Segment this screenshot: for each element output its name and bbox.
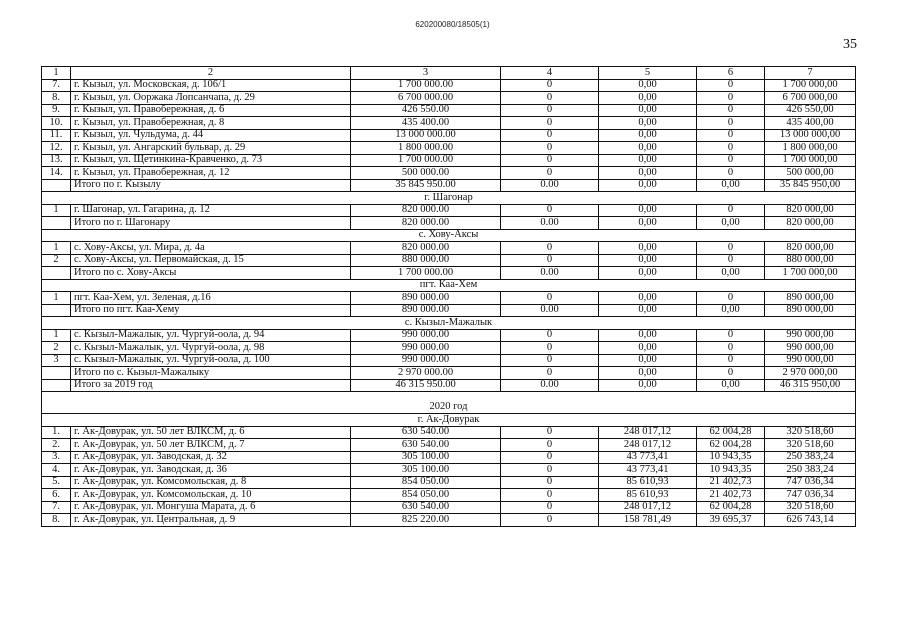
table-row [42, 179, 856, 192]
col-6-value: 0 [697, 167, 765, 180]
col-5-value: 0,00 [599, 242, 697, 255]
col-4-value: 0.00 [501, 304, 599, 317]
col-4-value: 0 [501, 342, 599, 355]
col-4-value: 0 [501, 254, 599, 267]
amount-total: 35 845 950.00 [351, 179, 501, 192]
col-6-value: 10 943,35 [697, 451, 765, 464]
table-row [42, 92, 856, 105]
header-cell: 2 [71, 67, 351, 80]
col-7-value: 626 743,14 [765, 514, 856, 527]
col-5-value: 248 017,12 [599, 501, 697, 514]
col-7-value: 890 000,00 [765, 292, 856, 305]
col-6-value: 0 [697, 79, 765, 92]
section-row [42, 317, 856, 330]
col-7-value: 46 315 950,00 [765, 379, 856, 392]
section-row [42, 229, 856, 242]
col-5-value: 0,00 [599, 292, 697, 305]
col-5-value: 0,00 [599, 167, 697, 180]
section-row [42, 414, 856, 427]
address: с. Хову-Аксы, ул. Первомайская, д. 15 [71, 254, 351, 267]
address: Итого по с. Кызыл-Мажалыку [71, 367, 351, 380]
col-6-value: 62 004,28 [697, 439, 765, 452]
col-4-value: 0 [501, 464, 599, 477]
col-4-value: 0 [501, 79, 599, 92]
address: Итого за 2019 год [71, 379, 351, 392]
col-7-value: 6 700 000,00 [765, 92, 856, 105]
section-row [42, 392, 856, 414]
row-number [42, 379, 71, 392]
row-number [42, 179, 71, 192]
table-row [42, 464, 856, 477]
address: г. Кызыл, ул. Правобережная, д. 8 [71, 117, 351, 130]
table-row [42, 104, 856, 117]
row-number: 9. [42, 104, 71, 117]
table-row [42, 367, 856, 380]
col-7-value: 13 000 000,00 [765, 129, 856, 142]
col-6-value: 0 [697, 342, 765, 355]
amount-total: 1 700 000.00 [351, 154, 501, 167]
row-number [42, 267, 71, 280]
amount-total: 820 000.00 [351, 217, 501, 230]
col-7-value: 747 036,34 [765, 489, 856, 502]
col-4-value: 0 [501, 167, 599, 180]
amount-total: 1 700 000.00 [351, 267, 501, 280]
col-7-value: 820 000,00 [765, 242, 856, 255]
col-6-value: 10 943,35 [697, 464, 765, 477]
col-7-value: 820 000,00 [765, 204, 856, 217]
table-row [42, 154, 856, 167]
section-title: г. Ак-Довурак [42, 414, 856, 427]
table-row [42, 117, 856, 130]
document-id: 620200080/18505(1) [415, 20, 490, 29]
amount-total: 854 050.00 [351, 476, 501, 489]
row-number: 3 [42, 354, 71, 367]
row-number: 13. [42, 154, 71, 167]
table-row [42, 514, 856, 527]
col-6-value: 62 004,28 [697, 501, 765, 514]
col-4-value: 0 [501, 292, 599, 305]
address: с. Хову-Аксы, ул. Мира, д. 4а [71, 242, 351, 255]
amount-total: 630 540.00 [351, 439, 501, 452]
row-number: 2. [42, 439, 71, 452]
amount-total: 13 000 000.00 [351, 129, 501, 142]
address: Итого по с. Хову-Аксы [71, 267, 351, 280]
col-4-value: 0 [501, 476, 599, 489]
address: г. Ак-Довурак, ул. Монгуша Марата, д. 6 [71, 501, 351, 514]
col-4-value: 0 [501, 242, 599, 255]
col-5-value: 0,00 [599, 154, 697, 167]
amount-total: 820 000.00 [351, 204, 501, 217]
col-7-value: 2 970 000,00 [765, 367, 856, 380]
col-7-value: 426 550,00 [765, 104, 856, 117]
amount-total: 890 000.00 [351, 304, 501, 317]
amount-total: 1 700 000.00 [351, 79, 501, 92]
col-5-value: 248 017,12 [599, 439, 697, 452]
col-6-value: 0 [697, 204, 765, 217]
page-number: 35 [843, 37, 857, 52]
col-4-value: 0 [501, 154, 599, 167]
section-row [42, 192, 856, 205]
col-6-value: 39 695,37 [697, 514, 765, 527]
col-5-value: 0,00 [599, 329, 697, 342]
row-number [42, 367, 71, 380]
col-5-value: 0,00 [599, 367, 697, 380]
table-row [42, 426, 856, 439]
table-row [42, 267, 856, 280]
col-5-value: 0,00 [599, 142, 697, 155]
table-row [42, 501, 856, 514]
col-6-value: 0 [697, 254, 765, 267]
table-row [42, 242, 856, 255]
amount-total: 990 000.00 [351, 342, 501, 355]
address: с. Кызыл-Мажалык, ул. Чургуй-оола, д. 94 [71, 329, 351, 342]
col-6-value: 0,00 [697, 217, 765, 230]
col-4-value: 0 [501, 104, 599, 117]
row-number: 2 [42, 254, 71, 267]
amount-total: 2 970 000.00 [351, 367, 501, 380]
col-5-value: 0,00 [599, 379, 697, 392]
amount-total: 990 000.00 [351, 329, 501, 342]
col-4-value: 0 [501, 451, 599, 464]
col-5-value: 0,00 [599, 204, 697, 217]
col-7-value: 1 700 000,00 [765, 267, 856, 280]
table-row [42, 292, 856, 305]
col-6-value: 0 [697, 129, 765, 142]
col-5-value: 158 781,49 [599, 514, 697, 527]
col-5-value: 85 610,93 [599, 489, 697, 502]
row-number: 3. [42, 451, 71, 464]
col-6-value: 62 004,28 [697, 426, 765, 439]
col-7-value: 320 518,60 [765, 439, 856, 452]
col-7-value: 1 700 000,00 [765, 79, 856, 92]
col-6-value: 0,00 [697, 304, 765, 317]
amount-total: 305 100.00 [351, 451, 501, 464]
col-6-value: 0,00 [697, 379, 765, 392]
table-row [42, 304, 856, 317]
address: г. Кызыл, ул. Правобережная, д. 12 [71, 167, 351, 180]
col-4-value: 0.00 [501, 379, 599, 392]
col-7-value: 1 700 000,00 [765, 154, 856, 167]
col-4-value: 0.00 [501, 179, 599, 192]
row-number: 8. [42, 514, 71, 527]
col-5-value: 0,00 [599, 117, 697, 130]
row-number: 12. [42, 142, 71, 155]
section-title: 2020 год [42, 392, 856, 414]
row-number [42, 217, 71, 230]
table-row [42, 329, 856, 342]
col-5-value: 0,00 [599, 267, 697, 280]
address: г. Кызыл, ул. Щетинкина-Кравченко, д. 73 [71, 154, 351, 167]
table-row [42, 342, 856, 355]
amount-total: 435 400.00 [351, 117, 501, 130]
amount-total: 46 315 950.00 [351, 379, 501, 392]
table-row [42, 489, 856, 502]
row-number: 2 [42, 342, 71, 355]
address: г. Ак-Довурак, ул. 50 лет ВЛКСМ, д. 6 [71, 426, 351, 439]
address: г. Кызыл, ул. Чульдума, д. 44 [71, 129, 351, 142]
col-7-value: 820 000,00 [765, 217, 856, 230]
col-5-value: 43 773,41 [599, 451, 697, 464]
col-4-value: 0 [501, 329, 599, 342]
row-number: 14. [42, 167, 71, 180]
amount-total: 630 540.00 [351, 501, 501, 514]
data-table [41, 66, 856, 527]
col-6-value: 0 [697, 154, 765, 167]
row-number: 7. [42, 501, 71, 514]
amount-total: 630 540.00 [351, 426, 501, 439]
col-4-value: 0 [501, 367, 599, 380]
col-4-value: 0 [501, 514, 599, 527]
table-row [42, 476, 856, 489]
row-number: 7. [42, 79, 71, 92]
col-5-value: 0,00 [599, 342, 697, 355]
col-5-value: 85 610,93 [599, 476, 697, 489]
col-6-value: 0 [697, 367, 765, 380]
header-row [42, 67, 856, 80]
address: пгт. Каа-Хем, ул. Зеленая, д.16 [71, 292, 351, 305]
col-6-value: 0 [697, 329, 765, 342]
section-title: пгт. Каа-Хем [42, 279, 856, 292]
header-cell: 6 [697, 67, 765, 80]
address: г. Кызыл, ул. Ооржака Лопсанчапа, д. 29 [71, 92, 351, 105]
col-7-value: 747 036,34 [765, 476, 856, 489]
amount-total: 825 220.00 [351, 514, 501, 527]
col-5-value: 0,00 [599, 354, 697, 367]
row-number: 1. [42, 426, 71, 439]
col-6-value: 21 402,73 [697, 476, 765, 489]
address: Итого по г. Шагонару [71, 217, 351, 230]
table-row [42, 439, 856, 452]
col-7-value: 990 000,00 [765, 342, 856, 355]
col-4-value: 0.00 [501, 267, 599, 280]
col-4-value: 0 [501, 142, 599, 155]
col-4-value: 0 [501, 354, 599, 367]
col-6-value: 0 [697, 354, 765, 367]
col-4-value: 0.00 [501, 217, 599, 230]
address: г. Шагонар, ул. Гагарина, д. 12 [71, 204, 351, 217]
address: с. Кызыл-Мажалык, ул. Чургуй-оола, д. 98 [71, 342, 351, 355]
amount-total: 990 000.00 [351, 354, 501, 367]
col-4-value: 0 [501, 426, 599, 439]
col-4-value: 0 [501, 489, 599, 502]
col-7-value: 35 845 950,00 [765, 179, 856, 192]
address: г. Ак-Довурак, ул. Заводская, д. 32 [71, 451, 351, 464]
header-cell: 5 [599, 67, 697, 80]
row-number: 8. [42, 92, 71, 105]
address: г. Кызыл, ул. Правобережная, д. 6 [71, 104, 351, 117]
address: с. Кызыл-Мажалык, ул. Чургуй-оола, д. 100 [71, 354, 351, 367]
row-number: 11. [42, 129, 71, 142]
row-number: 1 [42, 329, 71, 342]
col-5-value: 0,00 [599, 217, 697, 230]
amount-total: 890 000.00 [351, 292, 501, 305]
col-4-value: 0 [501, 501, 599, 514]
table-row [42, 379, 856, 392]
row-number: 1 [42, 292, 71, 305]
address: г. Ак-Довурак, ул. Заводская, д. 36 [71, 464, 351, 477]
col-7-value: 250 383,24 [765, 464, 856, 477]
row-number: 1 [42, 204, 71, 217]
table-row [42, 354, 856, 367]
col-7-value: 500 000,00 [765, 167, 856, 180]
col-6-value: 21 402,73 [697, 489, 765, 502]
col-5-value: 0,00 [599, 129, 697, 142]
section-row [42, 279, 856, 292]
col-4-value: 0 [501, 129, 599, 142]
col-4-value: 0 [501, 204, 599, 217]
row-number: 4. [42, 464, 71, 477]
col-4-value: 0 [501, 439, 599, 452]
col-7-value: 250 383,24 [765, 451, 856, 464]
section-title: с. Хову-Аксы [42, 229, 856, 242]
col-6-value: 0 [697, 117, 765, 130]
col-5-value: 0,00 [599, 79, 697, 92]
col-6-value: 0 [697, 242, 765, 255]
address: Итого по г. Кызылу [71, 179, 351, 192]
col-6-value: 0 [697, 292, 765, 305]
amount-total: 500 000.00 [351, 167, 501, 180]
address: г. Ак-Довурак, ул. Комсомольская, д. 10 [71, 489, 351, 502]
col-6-value: 0 [697, 142, 765, 155]
header-cell: 3 [351, 67, 501, 80]
table-row [42, 167, 856, 180]
address: Итого по пгт. Каа-Хему [71, 304, 351, 317]
row-number: 1 [42, 242, 71, 255]
col-5-value: 0,00 [599, 304, 697, 317]
address: г. Кызыл, ул. Ангарский бульвар, д. 29 [71, 142, 351, 155]
col-7-value: 320 518,60 [765, 426, 856, 439]
col-6-value: 0,00 [697, 267, 765, 280]
col-4-value: 0 [501, 92, 599, 105]
col-7-value: 880 000,00 [765, 254, 856, 267]
col-5-value: 0,00 [599, 254, 697, 267]
amount-total: 426 550.00 [351, 104, 501, 117]
amount-total: 854 050.00 [351, 489, 501, 502]
table-row [42, 254, 856, 267]
amount-total: 1 800 000.00 [351, 142, 501, 155]
col-5-value: 248 017,12 [599, 426, 697, 439]
col-7-value: 1 800 000,00 [765, 142, 856, 155]
col-7-value: 890 000,00 [765, 304, 856, 317]
col-4-value: 0 [501, 117, 599, 130]
row-number: 5. [42, 476, 71, 489]
header-cell: 4 [501, 67, 599, 80]
col-5-value: 43 773,41 [599, 464, 697, 477]
col-7-value: 320 518,60 [765, 501, 856, 514]
section-title: с. Кызыл-Мажалык [42, 317, 856, 330]
section-title: г. Шагонар [42, 192, 856, 205]
table-body [42, 67, 856, 527]
col-7-value: 435 400,00 [765, 117, 856, 130]
table-row [42, 204, 856, 217]
table-row [42, 217, 856, 230]
row-number: 6. [42, 489, 71, 502]
amount-total: 6 700 000.00 [351, 92, 501, 105]
row-number: 10. [42, 117, 71, 130]
address: г. Ак-Довурак, ул. Комсомольская, д. 8 [71, 476, 351, 489]
row-number [42, 304, 71, 317]
table-row [42, 129, 856, 142]
amount-total: 880 000.00 [351, 254, 501, 267]
address: г. Ак-Довурак, ул. Центральная, д. 9 [71, 514, 351, 527]
table-row [42, 142, 856, 155]
col-7-value: 990 000,00 [765, 329, 856, 342]
col-5-value: 0,00 [599, 104, 697, 117]
amount-total: 305 100.00 [351, 464, 501, 477]
address: г. Ак-Довурак, ул. 50 лет ВЛКСМ, д. 7 [71, 439, 351, 452]
col-6-value: 0 [697, 92, 765, 105]
col-6-value: 0 [697, 104, 765, 117]
table-row [42, 451, 856, 464]
col-5-value: 0,00 [599, 179, 697, 192]
address: г. Кызыл, ул. Московская, д. 106/1 [71, 79, 351, 92]
col-6-value: 0,00 [697, 179, 765, 192]
table-row [42, 79, 856, 92]
col-5-value: 0,00 [599, 92, 697, 105]
col-7-value: 990 000,00 [765, 354, 856, 367]
header-cell: 7 [765, 67, 856, 80]
amount-total: 820 000.00 [351, 242, 501, 255]
header-cell: 1 [42, 67, 71, 80]
